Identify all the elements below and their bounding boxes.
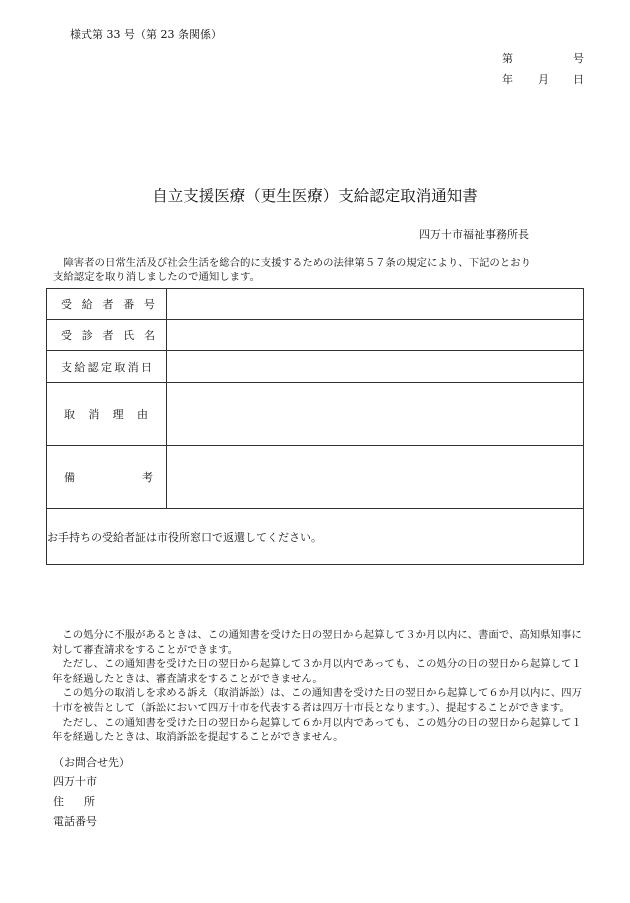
date-day: 日: [573, 73, 584, 86]
form-number: 様式第 33 号（第 23 条関係）: [70, 28, 222, 41]
label-char: 受: [61, 329, 72, 342]
label-remarks: [47, 446, 167, 509]
label-char: 給: [74, 360, 86, 374]
label-char: 認: [87, 360, 99, 374]
label-char: 号: [144, 298, 155, 311]
document-title: 自立支援医療（更生医療）支給認定取消通知書: [152, 187, 478, 205]
label-char: 診: [81, 329, 93, 342]
label-char: 取: [114, 360, 126, 374]
intro-text: [53, 256, 583, 284]
label-char: 取: [64, 408, 75, 421]
contact-city: 四万十市: [53, 775, 97, 788]
label-char: 消: [127, 360, 139, 374]
label-revocation-date: [47, 351, 167, 383]
row-recipient-number: [47, 289, 584, 320]
contact-address-label: [53, 793, 95, 809]
label-char: 氏: [123, 329, 135, 342]
label-patient-name: [47, 320, 167, 351]
row-patient-name: [47, 320, 584, 351]
value-patient-name[interactable]: [167, 320, 584, 351]
value-remarks[interactable]: [167, 446, 584, 509]
label-char: 日: [140, 360, 152, 374]
label-char: 消: [88, 408, 100, 421]
certification-table: [46, 288, 584, 565]
label-char: 所: [84, 795, 95, 808]
label-char: 住: [53, 795, 64, 808]
label-char: 支: [61, 360, 72, 374]
date-month: 月: [538, 73, 549, 86]
date-year: 年: [502, 73, 513, 86]
contact-phone-label: 電話番号: [53, 815, 97, 828]
label-char: 受: [61, 298, 72, 311]
row-remarks: [47, 446, 584, 509]
contact-heading: （お問合せ先）: [53, 756, 130, 769]
value-revocation-date[interactable]: [167, 351, 584, 383]
label-char: 理: [112, 408, 124, 421]
label-char: 給: [81, 298, 93, 311]
number-suffix: 号: [573, 52, 584, 65]
notice-paragraph: この処分に不服があるときは、この通知書を受けた日の翌日から起算して３か月以内に、書面で、高知県知事に対して審査請求をすることができます。: [52, 629, 582, 656]
row-reason: [47, 383, 584, 446]
label-char: 者: [102, 329, 114, 342]
label-char: 備: [64, 471, 75, 484]
label-char: 者: [102, 298, 114, 311]
label-char: 定: [100, 360, 112, 374]
intro-line: 支給認定を取り消しましたので通知します。: [53, 271, 260, 283]
notice-paragraph: ただし、この通知書を受けた日の翌日から起算して６か月以内であっても、この処分の日の翌日から起算して１年を経過したときは、取消訴訟を提起することができません。: [52, 716, 582, 744]
label-char: 番: [123, 298, 135, 311]
label-char: 名: [144, 329, 155, 342]
intro-line: 障害者の日常生活及び社会生活を総合的に支援するための法律第５７条の規定により、下記のとおり: [53, 257, 531, 269]
value-reason[interactable]: [167, 383, 584, 446]
label-char: 由: [136, 408, 148, 421]
value-recipient-number[interactable]: [167, 289, 584, 320]
label-recipient-number: [47, 289, 167, 320]
notice-paragraph: ただし、この通知書を受けた日の翌日から起算して３か月以内であっても、この処分の日の翌日から起算して１年を経過したときは、審査請求をすることができません。: [52, 658, 582, 685]
appeal-notice: [52, 628, 584, 745]
issuer: 四万十市福祉事務所長: [419, 228, 529, 241]
notice-paragraph: この処分の取消しを求める訴え（取消訴訟）は、この通知書を受けた日の翌日から起算して６か月以内に、四万十市を被告として（訴訟において四万十市を代表する者は四万十市長となります。）、提起することができます。: [52, 687, 582, 714]
number-prefix: 第: [502, 52, 513, 65]
label-char: 考: [142, 471, 153, 484]
row-revocation-date: [47, 351, 584, 383]
row-return-note: [47, 509, 584, 565]
label-reason: [47, 383, 167, 446]
return-note: お手持ちの受給者証は市役所窓口で返還してください。: [47, 509, 584, 565]
